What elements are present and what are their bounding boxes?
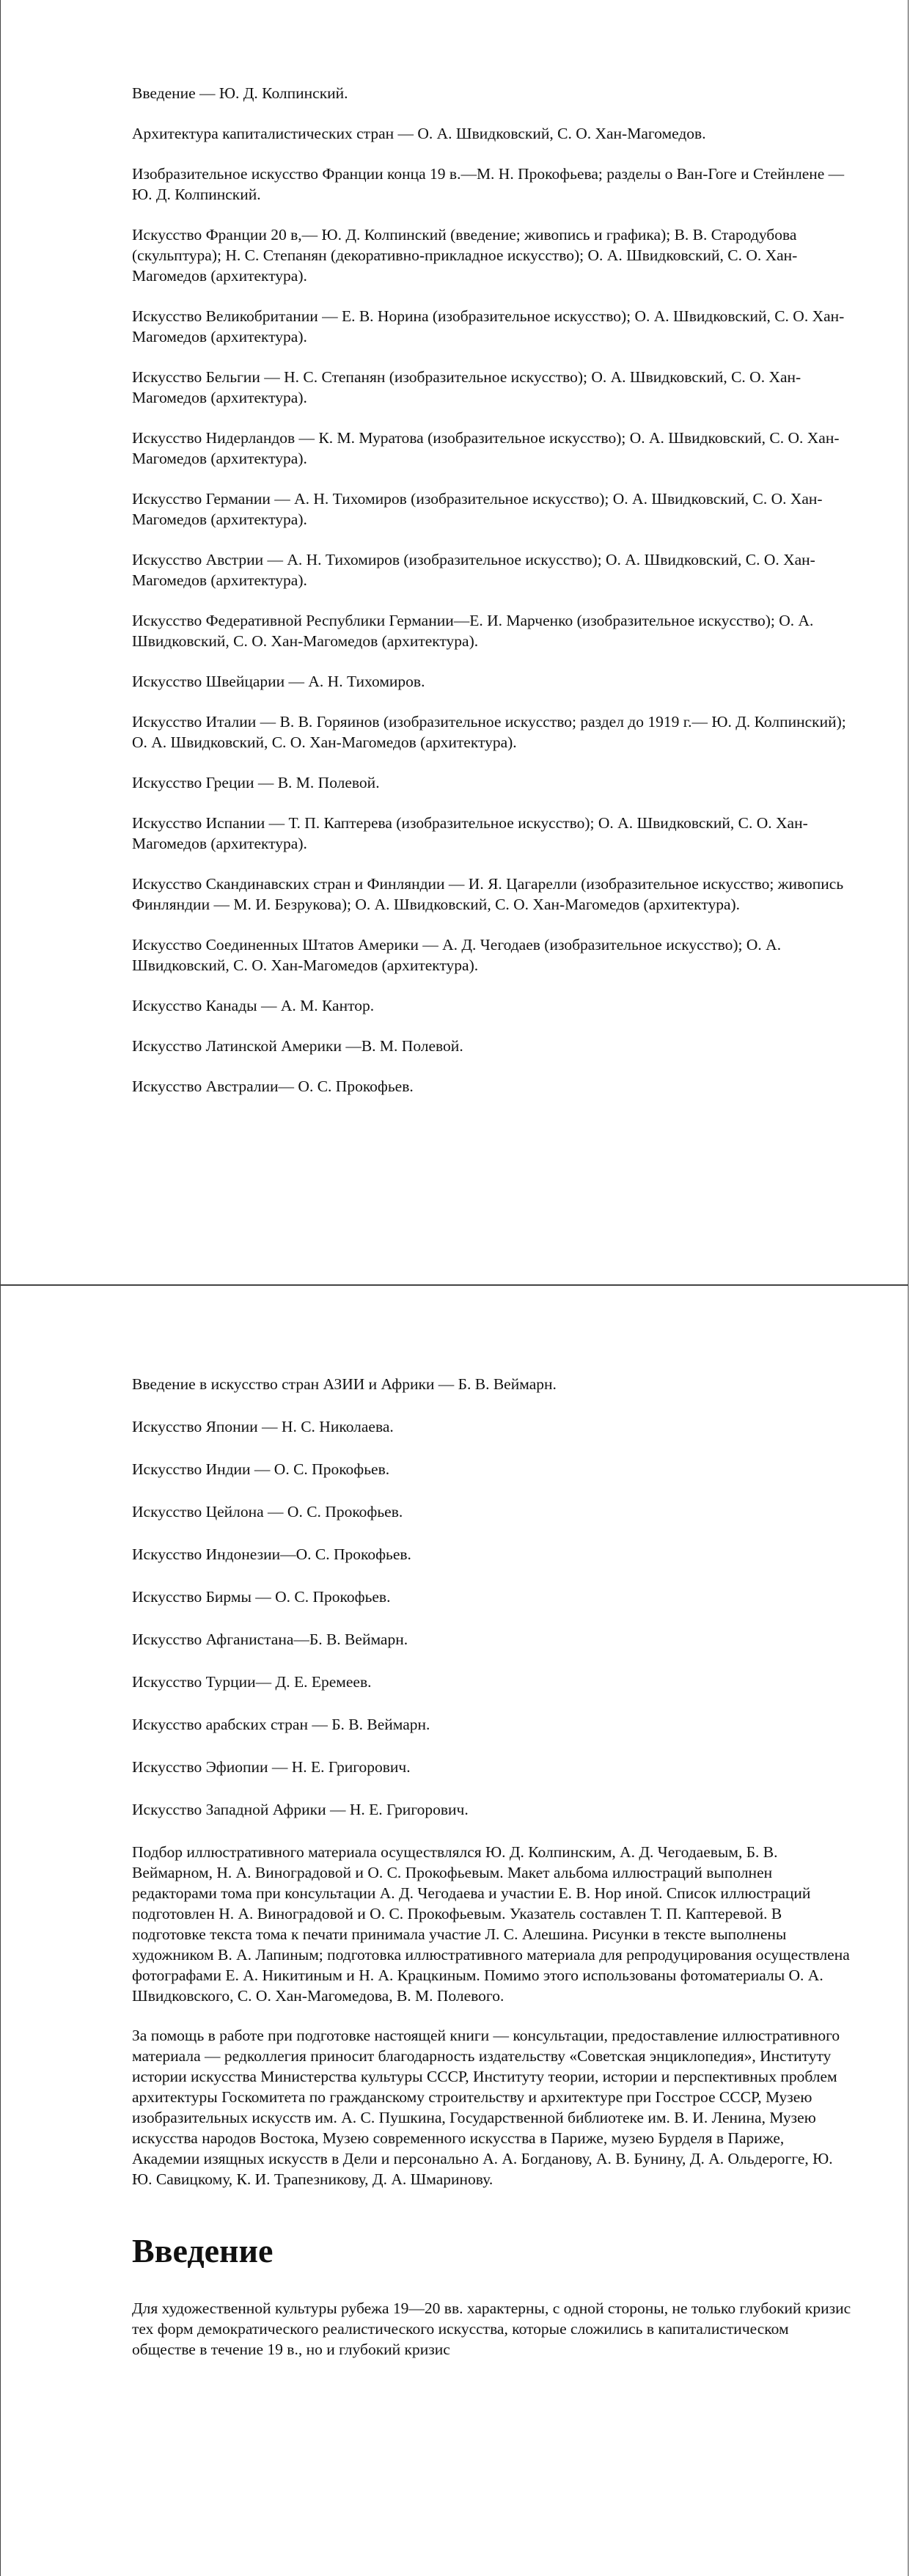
list-item: Искусство Цейлона — О. С. Прокофьев. [132, 1503, 403, 1521]
list-item: Искусство Индии — О. С. Прокофьев. [132, 1460, 390, 1478]
list-item: Искусство Италии — В. В. Горяинов (изобразительное искусство; раздел до 1919 г.— Ю. Д. Колпинский); О. А. Швидковский, С. О. Хан-Магомедов (архитектура). [132, 713, 846, 751]
list-item: Искусство Латинской Америки —В. М. Полевой. [132, 1037, 463, 1055]
list-item: Искусство Австрии — А. Н. Тихомиров (изобразительное искусство); О. А. Швидковский, С. О. Хан-Магомедов (архитектура). [132, 551, 815, 589]
list-item: Искусство арабских стран — Б. В. Веймарн. [132, 1716, 430, 1733]
asia-africa-contributors-list [132, 1374, 854, 1820]
list-item: Искусство Индонезии—О. С. Прокофьев. [132, 1545, 411, 1563]
list-item: Искусство Соединенных Штатов Америки — А. Д. Чегодаев (изобразительное искусство); О. А. Швидковский, С. О. Хан-Магомедов (архитектура). [132, 936, 782, 974]
list-item: Искусство Федеративной Республики Германии—Е. И. Марченко (изобразительное искусство); О. А. Швидковский, С. О. Хан-Магомедов (архитектура). [132, 612, 814, 650]
list-item: Искусство Афганистана—Б. В. Веймарн. [132, 1631, 408, 1648]
list-item: Искусство Бельгии — Н. С. Степанян (изобразительное искусство); О. А. Швидковский, С. О. Хан-Магомедов (архитектура). [132, 368, 801, 406]
list-item: Искусство Эфиопии — Н. Е. Григорович. [132, 1758, 411, 1776]
illustrations-paragraph: Подбор иллюстративного материала осуществлялся Ю. Д. Колпинским, А. Д. Чегодаевым, Б. В. Веймарном, Н. А. Виноградовой и О. С. Прокофьевым. Макет альбома иллюстраций выполнен редакторами тома при консультации А. Д. Чегодаева и участии Е. В. Нор иной. Список иллюстраций подготовлен Н. А. Виноградовой и О. С. Прокофьевым. Указатель составлен Т. П. Каптеревой. В подготовке текста тома к печати принимала участие Л. С. Алешина. Рисунки в тексте выполнены художником В. А. Лапиным; подготовка иллюстративного материала для репродуцирования осуществлена фотографами Е. А. Никитиным и Н. А. Крацкиным. Помимо этого использованы фотоматериалы О. А. Швидковского, С. О. Хан-Магомедова, В. М. Полевого. [132, 1843, 850, 2005]
list-item: Искусство Германии — А. Н. Тихомиров (изобразительное искусство); О. А. Швидковский, С. О. Хан-Магомедов (архитектура). [132, 490, 823, 528]
list-item: Искусство Франции 20 в,— Ю. Д. Колпинский (введение; живопись и графика); В. В. Стародубова (скульптура); Н. С. Степанян (декоративно-прикладное искусство); О. А. Швидковский, С. О. Хан-Магомедов (архитектура). [132, 226, 798, 285]
list-item: Искусство Скандинавских стран и Финляндии — И. Я. Цагарелли (изобразительное искусство; живопись Финляндии — М. И. Безрукова); О. А. Швидковский, С. О. Хан-Магомедов (архитектура). [132, 875, 844, 913]
list-item: Искусство Японии — Н. С. Николаева. [132, 1418, 394, 1435]
thanks-paragraph: За помощь в работе при подготовке настоящей книги — консультации, предоставление иллюстративного материала — редколлегия приносит благодарность издательству «Советская энциклопедия», Институту истории искусства Министерства культуры СССР, Институту теории, истории и перспективных проблем архитектуры Госкомитета по гражданскому строительству и архитектуре при Госстрое СССР, Музею изобразительных искусств им. А. С. Пушкина, Государственной библиотеке им. В. И. Ленина, Музею искусства народов Востока, Музею современного искусства в Париже, музею Бурделя в Париже, Академии изящных искусств в Дели и персонально А. А. Богданову, А. В. Бунину, Д. А. Ольдерогге, Ю. Ю. Савицкому, К. И. Трапезникову, Д. А. Шмаринову. [132, 2027, 840, 2188]
list-item: Искусство Греции — В. М. Полевой. [132, 774, 380, 791]
intro-paragraph: Для художественной культуры рубежа 19—20 вв. характерны, с одной стороны, не только глубокий кризис тех форм демократического реалистического искусства, которые сложились в капиталистическом обществе в течение 19 в., но и глубокий кризис [132, 2299, 851, 2358]
list-item: Искусство Испании — Т. П. Каптерева (изобразительное искусство); О. А. Швидковский, С. О. Хан-Магомедов (архитектура). [132, 814, 808, 852]
list-item: Искусство Нидерландов — К. М. Муратова (изобразительное искусство); О. А. Швидковский, С. О. Хан-Магомедов (архитектура). [132, 429, 840, 467]
list-item: Искусство Австралии— О. С. Прокофьев. [132, 1077, 414, 1095]
list-item: Искусство Великобритании — Е. В. Норина (изобразительное искусство); О. А. Швидковский, С. О. Хан-Магомедов (архитектура). [132, 307, 845, 345]
list-item: Искусство Бирмы — О. С. Прокофьев. [132, 1588, 391, 1606]
list-item: Искусство Швейцарии — А. Н. Тихомиров. [132, 673, 425, 690]
document-page-1 [0, 0, 909, 1285]
section-heading: Введение [132, 2232, 274, 2269]
document-page-2 [0, 1285, 909, 2576]
list-item: Введение — Ю. Д. Колпинский. [132, 84, 348, 102]
list-item: Искусство Канады — А. М. Кантор. [132, 997, 375, 1014]
list-item: Введение в искусство стран АЗИИ и Африки — Б. В. Веймарн. [132, 1375, 557, 1393]
contributors-list [132, 83, 854, 1116]
list-item: Искусство Турции— Д. Е. Еремеев. [132, 1673, 372, 1691]
acknowledgements [132, 1842, 854, 2189]
page-2-content [132, 1374, 854, 2379]
list-item: Изобразительное искусство Франции конца 19 в.—М. Н. Прокофьева; разделы о Ван-Гоге и Стейнлене — Ю. Д. Колпинский. [132, 165, 845, 203]
list-item: Искусство Западной Африки — Н. Е. Григорович. [132, 1801, 469, 1818]
list-item: Архитектура капиталистических стран — О. А. Швидковский, С. О. Хан-Магомедов. [132, 125, 706, 142]
